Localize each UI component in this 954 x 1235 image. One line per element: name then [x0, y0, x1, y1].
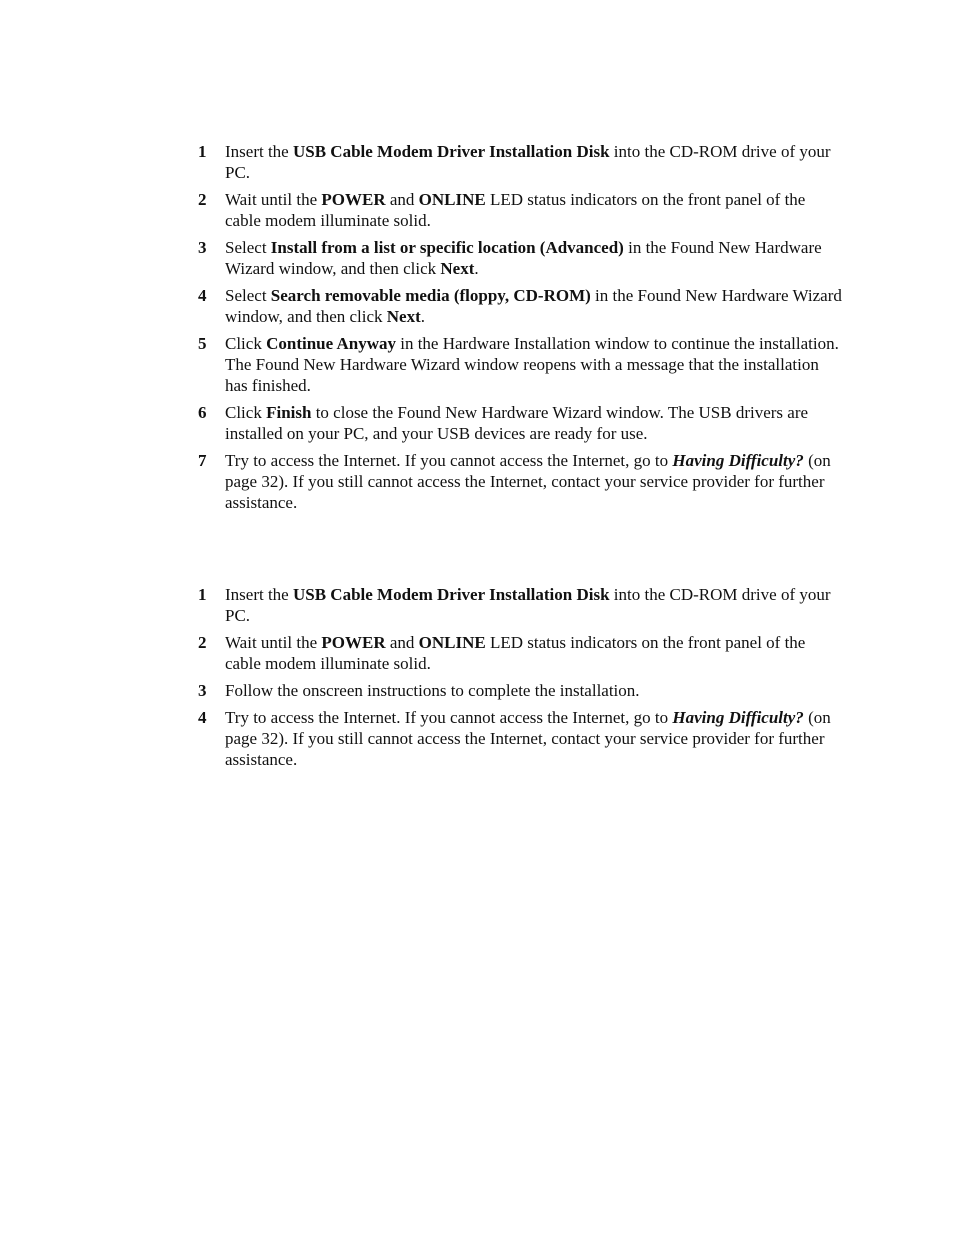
install-steps-list-2: [198, 584, 843, 776]
step-number: 1: [198, 585, 207, 604]
step-text: Select: [225, 238, 271, 257]
step-text: Wait until the: [225, 190, 322, 209]
step-item: [198, 707, 843, 770]
step-text: .: [474, 259, 479, 278]
step-item: [198, 680, 843, 701]
step-emphasis: Install from a list or specific location (Advanced): [270, 238, 624, 257]
step-number: 7: [198, 451, 207, 470]
step-text: to close the Found New Hardware Wizard window. The USB drivers are installed on your PC, and your USB devices are ready for use.: [225, 403, 809, 443]
step-emphasis: Finish: [266, 403, 312, 422]
step-text: LED status indicators on the front panel of the cable modem illuminate solid.: [225, 190, 806, 230]
step-text: Insert the: [225, 142, 293, 161]
step-emphasis: Next: [386, 307, 421, 326]
step-item: [198, 333, 843, 396]
step-text: into the CD-ROM drive of your PC.: [225, 142, 831, 182]
step-text: Try to access the Internet. If you cannot access the Internet, go to: [225, 451, 673, 470]
step-number: 2: [198, 633, 207, 652]
step-number: 5: [198, 334, 207, 353]
step-text: in the Found New Hardware Wizard window, and then click: [225, 238, 822, 278]
step-text: Try to access the Internet. If you cannot access the Internet, go to: [225, 708, 673, 727]
step-text: Click: [225, 334, 267, 353]
step-emphasis: POWER: [321, 190, 386, 209]
step-text: Insert the: [225, 585, 293, 604]
step-item: [198, 189, 843, 231]
step-text: LED status indicators on the front panel of the cable modem illuminate solid.: [225, 633, 806, 673]
step-text: Wait until the: [225, 633, 322, 652]
step-number: 3: [198, 681, 207, 700]
step-number: 3: [198, 238, 207, 257]
step-emphasis: Search removable media (floppy, CD-ROM): [270, 286, 591, 305]
step-emphasis: USB Cable Modem Driver Installation Disk: [292, 142, 610, 161]
step-number: 2: [198, 190, 207, 209]
step-number: 4: [198, 286, 207, 305]
step-text: into the CD-ROM drive of your PC.: [225, 585, 831, 625]
step-emphasis: Continue Anyway: [266, 334, 396, 353]
step-number: 1: [198, 142, 207, 161]
step-emphasis: POWER: [321, 633, 386, 652]
step-emphasis: ONLINE: [418, 633, 486, 652]
step-text: in the Hardware Installation window to continue the installation. The Found New Hardware Wizard window reopens with a message that the installation has finished.: [225, 334, 839, 395]
having-difficulty-link[interactable]: Having Difficulty?: [672, 708, 804, 727]
step-text: Follow the onscreen instructions to complete the installation.: [225, 681, 640, 700]
step-text: and: [385, 633, 419, 652]
step-number: 6: [198, 403, 207, 422]
step-text: Select: [225, 286, 271, 305]
step-text: Click: [225, 403, 267, 422]
step-number: 4: [198, 708, 207, 727]
step-item: [198, 285, 843, 327]
step-emphasis: USB Cable Modem Driver Installation Disk: [292, 585, 610, 604]
step-item: [198, 632, 843, 674]
step-text: (on page 32). If you still cannot access the Internet, contact your service provider for further assistance.: [225, 708, 831, 769]
install-steps-list-1: [198, 141, 843, 519]
step-item: [198, 584, 843, 626]
step-item: [198, 450, 843, 513]
step-emphasis: Next: [440, 259, 475, 278]
step-text: .: [420, 307, 426, 326]
step-text: (on page 32). If you still cannot access the Internet, contact your service provider for further assistance.: [225, 451, 831, 512]
step-item: [198, 141, 843, 183]
step-item: [198, 237, 843, 279]
having-difficulty-link[interactable]: Having Difficulty?: [672, 451, 804, 470]
step-text: in the Found New Hardware Wizard window, and then click: [225, 286, 842, 326]
step-text: and: [385, 190, 419, 209]
step-emphasis: ONLINE: [418, 190, 486, 209]
step-item: [198, 402, 843, 444]
